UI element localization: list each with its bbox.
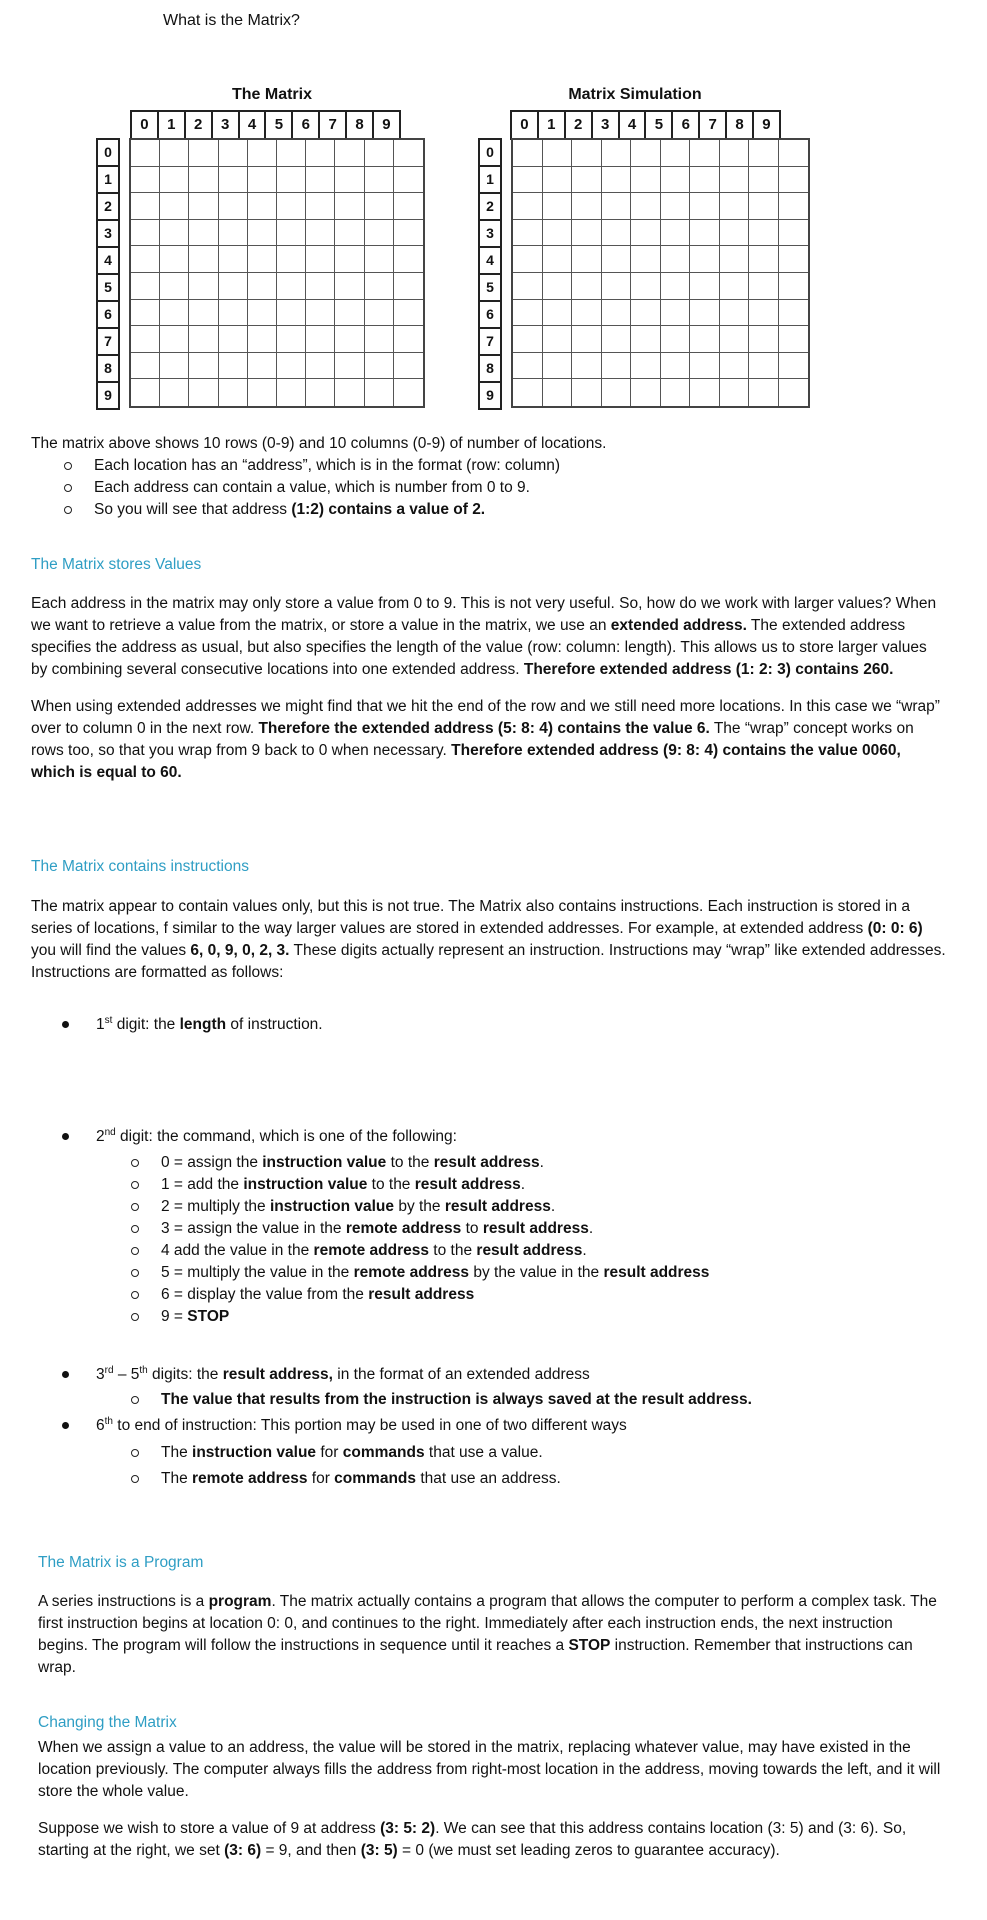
matrix-cell xyxy=(720,326,750,353)
matrix-cell xyxy=(131,326,160,353)
matrix-cell xyxy=(749,379,779,406)
matrix-cell xyxy=(335,246,364,273)
matrix-cell xyxy=(720,220,750,247)
matrix-title: The Matrix xyxy=(231,86,312,103)
matrix-cell xyxy=(513,273,543,300)
matrix-cell xyxy=(394,193,423,220)
intro-bullet: Each address can contain a value, which is number from 0 to 9. xyxy=(94,477,961,499)
matrix-cell xyxy=(219,220,248,247)
paragraph: When we assign a value to an address, the value will be stored in the matrix, replacing whatever value, may have existed in the location previously. The computer always fills the address from right-most location in the address, moving towards the left, and it will store the whole value. xyxy=(38,1739,941,1800)
digit6-sub: The remote address for commands that use an address. xyxy=(161,1468,561,1490)
matrix-cell xyxy=(306,246,335,273)
section-instructions-body xyxy=(31,896,946,984)
matrix-cell xyxy=(189,326,218,353)
matrix-cell xyxy=(690,167,720,194)
digit6-bullet: 6th to end of instruction: This portion may be used in one of two different ways xyxy=(96,1415,956,1437)
paragraph: Suppose we wish to store a value of 9 at address (3: 5: 2). We can see that this address contains location (3: 5) and (3: 6). So, starting at the right, we set (3: 6) = 9, and then (3: 5) = 0 (we must set leading zeros to guarantee accuracy). xyxy=(38,1820,907,1859)
matrix-cell xyxy=(335,326,364,353)
matrix-cell xyxy=(690,220,720,247)
section-heading-changing: Changing the Matrix xyxy=(38,1714,177,1731)
simulation-title: Matrix Simulation xyxy=(568,86,702,103)
matrix-cell xyxy=(779,273,809,300)
command-item: 1 = add the instruction value to the result address. xyxy=(161,1174,941,1196)
matrix-cell xyxy=(365,193,394,220)
matrix-cell xyxy=(602,246,632,273)
matrix-row-headers xyxy=(96,138,120,410)
matrix-cell xyxy=(513,353,543,380)
paragraph: When using extended addresses we might find that we hit the end of the row and we still need more locations. In this case we “wrap” over to column 0 in the next row. Therefore the extended address (5: 8: 4) contains the value 6. The “wrap” concept works on rows too, so that you wrap from 9 back to 0 when necessary. Therefore extended address (9: 8: 4) contains the value 0060, which is equal to 60. xyxy=(31,698,940,781)
matrix-cell xyxy=(394,379,423,406)
column-header: 5 xyxy=(266,112,293,138)
matrix-cell xyxy=(720,273,750,300)
row-header: 1 xyxy=(480,167,500,194)
matrix-cell xyxy=(631,273,661,300)
matrix-cell xyxy=(248,246,277,273)
matrix-cell xyxy=(160,300,189,327)
matrix-cell xyxy=(189,273,218,300)
matrix-cell xyxy=(394,300,423,327)
column-header: 3 xyxy=(213,112,240,138)
matrix-cell xyxy=(394,273,423,300)
row-header: 3 xyxy=(480,221,500,248)
row-header: 3 xyxy=(98,221,118,248)
matrix-cell xyxy=(690,273,720,300)
matrix-cell xyxy=(779,246,809,273)
matrix-cell xyxy=(248,379,277,406)
matrix-cell xyxy=(131,273,160,300)
matrix-cell xyxy=(306,273,335,300)
matrix-cell xyxy=(131,220,160,247)
matrix-cell xyxy=(720,379,750,406)
matrix-cell xyxy=(277,353,306,380)
matrix-cell xyxy=(749,193,779,220)
matrix-cell xyxy=(661,353,691,380)
matrix-cell xyxy=(219,379,248,406)
matrix-cell xyxy=(543,353,573,380)
matrix-cell xyxy=(277,246,306,273)
row-header: 1 xyxy=(98,167,118,194)
matrix-cell xyxy=(749,220,779,247)
command-item: 2 = multiply the instruction value by the result address. xyxy=(161,1196,941,1218)
row-header: 4 xyxy=(480,248,500,275)
matrix-cell xyxy=(720,167,750,194)
matrix-cell xyxy=(572,379,602,406)
matrix-cell xyxy=(365,273,394,300)
row-header: 5 xyxy=(480,275,500,302)
matrix-cell xyxy=(749,300,779,327)
matrix-cell xyxy=(661,193,691,220)
row-header: 9 xyxy=(486,387,494,403)
matrix-cell xyxy=(219,326,248,353)
matrix-cell xyxy=(365,246,394,273)
matrix-cell xyxy=(779,220,809,247)
digit2-bullet: 2nd digit: the command, which is one of the following: xyxy=(96,1126,457,1148)
matrix-cell xyxy=(513,140,543,167)
matrix-cell xyxy=(631,379,661,406)
row-header: 6 xyxy=(98,302,118,329)
matrix-cell xyxy=(513,220,543,247)
digit6-sub: The instruction value for commands that use a value. xyxy=(161,1442,543,1464)
matrix-cell xyxy=(543,379,573,406)
matrix-cell xyxy=(720,246,750,273)
matrix-cell xyxy=(335,140,364,167)
matrix-cell xyxy=(306,220,335,247)
column-header: 6 xyxy=(293,112,320,138)
matrix-cell xyxy=(602,140,632,167)
matrix-cell xyxy=(602,220,632,247)
matrix-cell xyxy=(365,300,394,327)
column-header: 5 xyxy=(646,112,673,138)
column-header: 1 xyxy=(159,112,186,138)
matrix-cell xyxy=(543,326,573,353)
matrix-cell xyxy=(306,167,335,194)
matrix-cell xyxy=(335,193,364,220)
matrix-cell xyxy=(189,140,218,167)
matrix-cell xyxy=(160,193,189,220)
matrix-cell xyxy=(306,326,335,353)
matrix-cell xyxy=(394,220,423,247)
matrix-cell xyxy=(720,193,750,220)
matrix-cell xyxy=(661,246,691,273)
matrix-cell xyxy=(394,140,423,167)
paragraph: The matrix appear to contain values only, but this is not true. The Matrix also contains instructions. Each instruction is stored in a series of locations, f similar to the way larger values are stored in extended addresses. For example, at extended address (0: 0: 6) you will find the values 6, 0, 9, 0, 2, 3. These digits actually represent an instruction. Instructions may “wrap” like extended addresses. Instructions are formatted as follows: xyxy=(31,898,946,981)
simulation-grid xyxy=(511,138,810,408)
matrix-cell xyxy=(219,167,248,194)
matrix-cell xyxy=(749,167,779,194)
column-header: 6 xyxy=(673,112,700,138)
matrix-cell xyxy=(749,273,779,300)
column-header: 1 xyxy=(539,112,566,138)
section-heading-instructions: The Matrix contains instructions xyxy=(31,858,249,875)
matrix-cell xyxy=(160,246,189,273)
matrix-cell xyxy=(543,273,573,300)
matrix-cell xyxy=(513,246,543,273)
column-header: 7 xyxy=(700,112,727,138)
matrix-cell xyxy=(189,193,218,220)
section-changing-body xyxy=(38,1737,943,1862)
matrix-cell xyxy=(248,300,277,327)
matrix-cell xyxy=(690,140,720,167)
matrix-cell xyxy=(131,246,160,273)
column-header: 4 xyxy=(620,112,647,138)
matrix-cell xyxy=(690,193,720,220)
matrix-cell xyxy=(277,300,306,327)
matrix-cell xyxy=(160,220,189,247)
intro-bullet: So you will see that address (1:2) contains a value of 2. xyxy=(94,499,961,521)
matrix-cell xyxy=(661,167,691,194)
matrix-cell xyxy=(248,273,277,300)
matrix-cell xyxy=(365,167,394,194)
matrix-cell xyxy=(131,300,160,327)
matrix-cell xyxy=(335,273,364,300)
matrix-cell xyxy=(661,273,691,300)
matrix-cell xyxy=(572,193,602,220)
matrix-cell xyxy=(749,246,779,273)
matrix-cell xyxy=(365,379,394,406)
matrix-cell xyxy=(631,220,661,247)
matrix-cell xyxy=(720,300,750,327)
matrix-cell xyxy=(394,326,423,353)
matrix-cell xyxy=(631,246,661,273)
matrix-cell xyxy=(131,193,160,220)
matrix-cell xyxy=(131,379,160,406)
matrix-cell xyxy=(749,353,779,380)
page-title: What is the Matrix? xyxy=(163,12,300,29)
section-heading-values: The Matrix stores Values xyxy=(31,556,202,573)
matrix-cell xyxy=(277,220,306,247)
matrix-cell xyxy=(690,353,720,380)
row-header: 8 xyxy=(98,356,118,383)
matrix-cell xyxy=(394,167,423,194)
row-header: 2 xyxy=(98,194,118,221)
matrix-cell xyxy=(189,220,218,247)
matrix-cell xyxy=(131,167,160,194)
matrix-cell xyxy=(543,193,573,220)
row-header: 4 xyxy=(98,248,118,275)
row-header: 2 xyxy=(480,194,500,221)
matrix-cell xyxy=(779,379,809,406)
matrix-cell xyxy=(248,326,277,353)
matrix-cell xyxy=(602,353,632,380)
matrix-cell xyxy=(131,140,160,167)
matrix-cell xyxy=(277,167,306,194)
matrix-cell xyxy=(543,140,573,167)
matrix-cell xyxy=(543,220,573,247)
row-header: 0 xyxy=(98,140,118,167)
matrix-cell xyxy=(513,193,543,220)
matrix-cell xyxy=(749,326,779,353)
matrix-cell xyxy=(543,246,573,273)
matrix-cell xyxy=(513,300,543,327)
matrix-cell xyxy=(277,379,306,406)
matrix-cell xyxy=(306,379,335,406)
row-header: 7 xyxy=(480,329,500,356)
matrix-cell xyxy=(306,300,335,327)
matrix-cell xyxy=(572,353,602,380)
matrix-cell xyxy=(720,353,750,380)
intro-section xyxy=(31,433,961,521)
matrix-cell xyxy=(779,353,809,380)
command-item: 3 = assign the value in the remote address to result address. xyxy=(161,1218,941,1240)
matrix-cell xyxy=(219,273,248,300)
matrix-cell xyxy=(749,140,779,167)
matrix-cell xyxy=(248,193,277,220)
matrix-cell xyxy=(602,273,632,300)
matrix-cell xyxy=(219,193,248,220)
matrix-cell xyxy=(690,300,720,327)
column-header: 7 xyxy=(320,112,347,138)
command-item: 5 = multiply the value in the remote address by the value in the result address xyxy=(161,1262,941,1284)
matrix-cell xyxy=(335,167,364,194)
simulation-column-headers xyxy=(510,110,781,140)
matrix-cell xyxy=(602,167,632,194)
matrix-cell xyxy=(779,193,809,220)
paragraph: A series instructions is a program. The matrix actually contains a program that allows the computer to perform a complex task. The first instruction begins at location 0: 0, and continues to the right. Immediately after each instruction ends, the next instruction begins. The program will follow the instructions in sequence until it reaches a STOP instruction. Remember that instructions can wrap. xyxy=(38,1593,937,1676)
intro-text: The matrix above shows 10 rows (0-9) and 10 columns (0-9) of number of locations. xyxy=(31,435,607,452)
matrix-cell xyxy=(277,140,306,167)
matrix-cell xyxy=(602,326,632,353)
matrix-column-headers xyxy=(130,110,401,140)
command-item: 0 = assign the instruction value to the result address. xyxy=(161,1152,941,1174)
matrix-cell xyxy=(248,140,277,167)
matrix-cell xyxy=(661,326,691,353)
matrix-cell xyxy=(189,300,218,327)
matrix-cell xyxy=(160,273,189,300)
matrix-cell xyxy=(306,140,335,167)
row-header: 6 xyxy=(480,302,500,329)
matrix-cell xyxy=(661,379,691,406)
matrix-cell xyxy=(160,326,189,353)
matrix-cell xyxy=(306,353,335,380)
matrix-cell xyxy=(602,300,632,327)
matrix-cell xyxy=(631,300,661,327)
matrix-cell xyxy=(690,379,720,406)
column-header: 2 xyxy=(566,112,593,138)
matrix-cell xyxy=(365,353,394,380)
column-header: 8 xyxy=(727,112,754,138)
matrix-cell xyxy=(160,140,189,167)
matrix-cell xyxy=(131,353,160,380)
matrix-cell xyxy=(365,326,394,353)
column-header: 4 xyxy=(240,112,267,138)
matrix-cell xyxy=(572,273,602,300)
matrix-cell xyxy=(720,140,750,167)
matrix-cell xyxy=(394,353,423,380)
matrix-grid xyxy=(129,138,425,408)
matrix-cell xyxy=(189,353,218,380)
matrix-cell xyxy=(277,273,306,300)
column-header: 2 xyxy=(186,112,213,138)
matrix-cell xyxy=(219,353,248,380)
column-header: 9 xyxy=(382,116,391,133)
matrix-cell xyxy=(661,220,691,247)
matrix-cell xyxy=(661,140,691,167)
matrix-cell xyxy=(690,326,720,353)
column-header: 8 xyxy=(347,112,374,138)
digit3-sub: The value that results from the instruction is always saved at the result address. xyxy=(161,1389,752,1411)
matrix-cell xyxy=(335,353,364,380)
matrix-cell xyxy=(365,140,394,167)
matrix-cell xyxy=(543,300,573,327)
row-header: 9 xyxy=(104,387,112,403)
matrix-cell xyxy=(277,326,306,353)
command-list xyxy=(161,1152,941,1328)
matrix-cell xyxy=(631,193,661,220)
matrix-cell xyxy=(365,220,394,247)
matrix-cell xyxy=(335,300,364,327)
command-item: 6 = display the value from the result address xyxy=(161,1284,941,1306)
matrix-cell xyxy=(572,326,602,353)
matrix-cell xyxy=(189,246,218,273)
matrix-cell xyxy=(543,167,573,194)
matrix-cell xyxy=(779,167,809,194)
matrix-cell xyxy=(661,300,691,327)
column-header: 0 xyxy=(132,112,159,138)
matrix-cell xyxy=(189,167,218,194)
row-header: 5 xyxy=(98,275,118,302)
column-header: 9 xyxy=(762,116,771,133)
matrix-cell xyxy=(572,300,602,327)
section-values-body xyxy=(31,593,946,784)
command-item: 9 = STOP xyxy=(161,1306,941,1328)
matrix-cell xyxy=(631,140,661,167)
matrix-cell xyxy=(513,326,543,353)
matrix-cell xyxy=(572,140,602,167)
matrix-cell xyxy=(779,326,809,353)
row-header: 0 xyxy=(480,140,500,167)
matrix-cell xyxy=(394,246,423,273)
section-program-body xyxy=(38,1591,943,1679)
digit1-bullet: 1st digit: the length of instruction. xyxy=(96,1014,323,1036)
matrix-cell xyxy=(219,300,248,327)
intro-bullet: Each location has an “address”, which is in the format (row: column) xyxy=(94,455,961,477)
matrix-cell xyxy=(779,300,809,327)
matrix-cell xyxy=(631,353,661,380)
matrix-cell xyxy=(248,220,277,247)
matrix-cell xyxy=(160,353,189,380)
matrix-cell xyxy=(160,167,189,194)
column-header: 3 xyxy=(593,112,620,138)
row-header: 8 xyxy=(480,356,500,383)
paragraph: Each address in the matrix may only store a value from 0 to 9. This is not very useful. So, how do we work with larger values? When we want to retrieve a value from the matrix, or store a value in the matrix, we use an extended address. The extended address specifies the address as usual, but also specifies the length of the value (row: column: length). This allows us to store larger values by combining several consecutive locations into one extended address. Therefore extended address (1: 2: 3) contains 260. xyxy=(31,595,937,678)
matrix-cell xyxy=(306,193,335,220)
matrix-cell xyxy=(690,246,720,273)
matrix-cell xyxy=(631,167,661,194)
matrix-cell xyxy=(779,140,809,167)
matrix-cell xyxy=(572,246,602,273)
matrix-cell xyxy=(335,379,364,406)
column-header: 0 xyxy=(512,112,539,138)
command-item: 4 add the value in the remote address to the result address. xyxy=(161,1240,941,1262)
matrix-cell xyxy=(513,167,543,194)
matrix-cell xyxy=(631,326,661,353)
row-header: 7 xyxy=(98,329,118,356)
digit3-bullet: 3rd – 5th digits: the result address, in the format of an extended address xyxy=(96,1364,956,1386)
matrix-cell xyxy=(513,379,543,406)
simulation-row-headers xyxy=(478,138,502,410)
matrix-cell xyxy=(160,379,189,406)
matrix-cell xyxy=(572,167,602,194)
matrix-cell xyxy=(602,379,632,406)
matrix-cell xyxy=(189,379,218,406)
matrix-cell xyxy=(219,140,248,167)
matrix-cell xyxy=(335,220,364,247)
section-heading-program: The Matrix is a Program xyxy=(38,1554,204,1571)
matrix-cell xyxy=(602,193,632,220)
matrix-cell xyxy=(219,246,248,273)
matrix-cell xyxy=(277,193,306,220)
matrix-cell xyxy=(248,353,277,380)
matrix-cell xyxy=(248,167,277,194)
matrix-cell xyxy=(572,220,602,247)
